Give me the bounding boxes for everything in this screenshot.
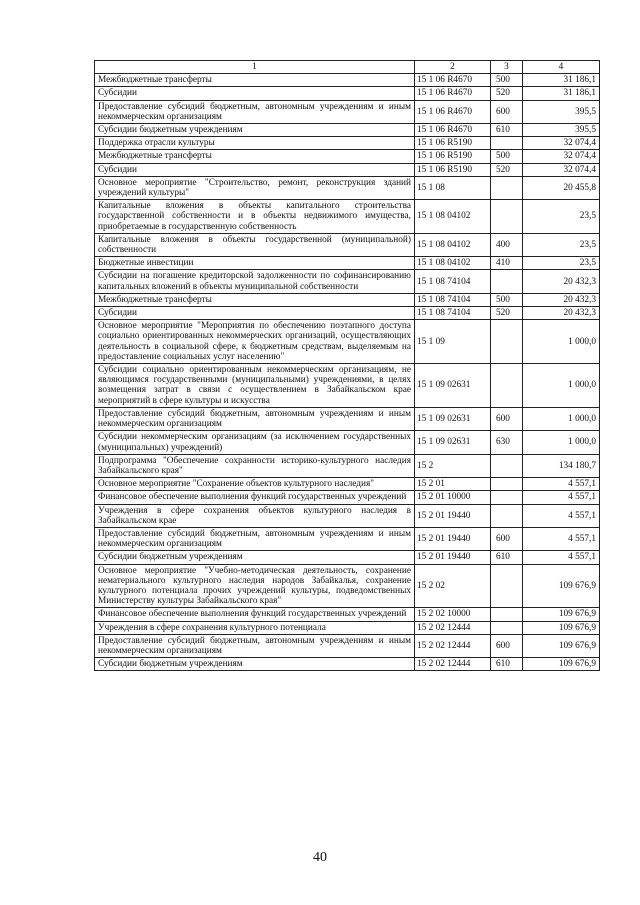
- row-target-code: 15 1 08: [415, 176, 491, 199]
- table-row: [95, 608, 600, 621]
- row-target-code: 15 2 02 12444: [415, 634, 491, 657]
- row-description: Учреждения в сфере сохранения объектов культурного наследия в Забайкальском крае: [95, 504, 415, 527]
- row-target-code: 15 1 06 R4670: [415, 74, 491, 87]
- row-target-code: 15 2: [415, 454, 491, 477]
- row-amount: 4 557,1: [523, 527, 600, 550]
- table-row: [95, 454, 600, 477]
- row-expense-type: [491, 200, 523, 234]
- row-amount: 109 676,9: [523, 621, 600, 634]
- row-target-code: 15 2 01 10000: [415, 491, 491, 504]
- row-target-code: 15 1 06 R4670: [415, 124, 491, 137]
- row-target-code: 15 2 01 19440: [415, 527, 491, 550]
- row-amount: 20 455,8: [523, 176, 600, 199]
- row-description: Предоставление субсидий бюджетным, автономным учреждениям и иным некоммерческим организациям: [95, 407, 415, 430]
- row-expense-type: 600: [491, 527, 523, 550]
- row-target-code: 15 1 06 R4670: [415, 100, 491, 123]
- row-description: Капитальные вложения в объекты капитального строительства государственной собственности и в объекты недвижимого имущества, приобретаемые в государственную собственность: [95, 200, 415, 234]
- row-amount: 1 000,0: [523, 364, 600, 408]
- row-amount: 4 557,1: [523, 504, 600, 527]
- row-target-code: 15 2 02: [415, 564, 491, 608]
- row-description: Субсидии: [95, 163, 415, 176]
- row-description: Капитальные вложения в объекты государственной (муниципальной) собственности: [95, 233, 415, 256]
- row-amount: 109 676,9: [523, 634, 600, 657]
- row-expense-type: [491, 621, 523, 634]
- row-expense-type: [491, 270, 523, 293]
- row-target-code: 15 1 08 74104: [415, 270, 491, 293]
- row-target-code: 15 1 09 02631: [415, 431, 491, 454]
- table-row: [95, 364, 600, 408]
- row-expense-type: [491, 504, 523, 527]
- row-amount: 32 074,4: [523, 137, 600, 150]
- row-target-code: 15 1 09: [415, 320, 491, 364]
- row-description: Субсидии на погашение кредиторской задолженности по софинансированию капитальных вложений в объекты муниципальной собственности: [95, 270, 415, 293]
- row-amount: 23,5: [523, 257, 600, 270]
- row-target-code: 15 2 01 19440: [415, 504, 491, 527]
- row-target-code: 15 1 08 74104: [415, 293, 491, 306]
- row-description: Бюджетные инвестиции: [95, 257, 415, 270]
- row-expense-type: 520: [491, 87, 523, 100]
- row-expense-type: [491, 491, 523, 504]
- row-amount: 1 000,0: [523, 431, 600, 454]
- row-expense-type: 630: [491, 431, 523, 454]
- row-amount: 31 186,1: [523, 74, 600, 87]
- row-expense-type: 500: [491, 150, 523, 163]
- row-description: Межбюджетные трансферты: [95, 74, 415, 87]
- row-target-code: 15 1 06 R5190: [415, 163, 491, 176]
- row-amount: 134 180,7: [523, 454, 600, 477]
- row-amount: 4 557,1: [523, 491, 600, 504]
- row-expense-type: 610: [491, 124, 523, 137]
- row-description: Субсидии бюджетным учреждениям: [95, 124, 415, 137]
- row-amount: 4 557,1: [523, 478, 600, 491]
- header-col-2: 2: [415, 61, 491, 74]
- table-row: [95, 504, 600, 527]
- row-description: Субсидии социально ориентированным некоммерческим организациям, не являющимся государственными (муниципальными) учреждениями, в целях возмещения затрат в связи с осуществлением в Забайкальском крае мероприятий в сфере культуры и искусства: [95, 364, 415, 408]
- row-target-code: 15 1 09 02631: [415, 407, 491, 430]
- row-amount: 23,5: [523, 200, 600, 234]
- row-expense-type: [491, 564, 523, 608]
- row-description: Основное мероприятие "Сохранение объектов культурного наследия": [95, 478, 415, 491]
- row-expense-type: 610: [491, 658, 523, 671]
- row-description: Межбюджетные трансферты: [95, 293, 415, 306]
- row-description: Финансовое обеспечение выполнения функций государственных учреждений: [95, 491, 415, 504]
- table-row: [95, 634, 600, 657]
- row-description: Учреждения в сфере сохранения культурного потенциала: [95, 621, 415, 634]
- row-target-code: 15 1 08 04102: [415, 257, 491, 270]
- row-target-code: 15 1 08 04102: [415, 200, 491, 234]
- row-amount: 23,5: [523, 233, 600, 256]
- row-expense-type: [491, 176, 523, 199]
- table-row: [95, 658, 600, 671]
- row-amount: 395,5: [523, 100, 600, 123]
- table-row: [95, 233, 600, 256]
- table-row: [95, 320, 600, 364]
- row-description: Субсидии бюджетным учреждениям: [95, 658, 415, 671]
- table-row: [95, 100, 600, 123]
- row-expense-type: [491, 320, 523, 364]
- row-expense-type: 600: [491, 100, 523, 123]
- table-row: [95, 564, 600, 608]
- header-col-4: 4: [523, 61, 600, 74]
- table-row: [95, 200, 600, 234]
- row-expense-type: 410: [491, 257, 523, 270]
- row-expense-type: 600: [491, 407, 523, 430]
- table-row: [95, 527, 600, 550]
- row-expense-type: 520: [491, 307, 523, 320]
- row-amount: 20 432,3: [523, 307, 600, 320]
- row-description: Основное мероприятие "Учебно-методическая деятельность, сохранение нематериального культурного наследия народов Забайкалья, сохранение культурного потенциала прочих учреждений культуры, подведомственных Министерству культуры Забайкальского края": [95, 564, 415, 608]
- row-target-code: 15 1 06 R5190: [415, 150, 491, 163]
- table-row: [95, 621, 600, 634]
- row-amount: 1 000,0: [523, 407, 600, 430]
- row-expense-type: 400: [491, 233, 523, 256]
- table-row: [95, 307, 600, 320]
- header-col-3: 3: [491, 61, 523, 74]
- table-row: [95, 257, 600, 270]
- row-expense-type: 500: [491, 74, 523, 87]
- header-col-1: 1: [95, 61, 415, 74]
- table-header-row: [95, 61, 600, 74]
- budget-table-body: [95, 61, 600, 671]
- table-row: [95, 124, 600, 137]
- row-amount: 109 676,9: [523, 658, 600, 671]
- row-target-code: 15 2 02 12444: [415, 658, 491, 671]
- row-target-code: 15 1 08 74104: [415, 307, 491, 320]
- table-row: [95, 176, 600, 199]
- row-expense-type: [491, 137, 523, 150]
- row-amount: 32 074,4: [523, 150, 600, 163]
- row-amount: 395,5: [523, 124, 600, 137]
- table-row: [95, 407, 600, 430]
- row-target-code: 15 1 09 02631: [415, 364, 491, 408]
- budget-table: [94, 60, 600, 671]
- row-target-code: 15 1 06 R5190: [415, 137, 491, 150]
- row-description: Основное мероприятие "Мероприятия по обеспечению поэтапного доступа социально ориентированных некоммерческих организаций, осуществляющих деятельность в социальной сфере, к бюджетным средствам, выделяемым на предоставление социальных услуг населению": [95, 320, 415, 364]
- row-description: Межбюджетные трансферты: [95, 150, 415, 163]
- row-description: Субсидии некоммерческим организациям (за исключением государственных (муниципальных) учреждений): [95, 431, 415, 454]
- row-expense-type: [491, 478, 523, 491]
- row-description: Предоставление субсидий бюджетным, автономным учреждениям и иным некоммерческим организациям: [95, 100, 415, 123]
- row-expense-type: [491, 608, 523, 621]
- row-amount: 32 074,4: [523, 163, 600, 176]
- table-row: [95, 87, 600, 100]
- row-target-code: 15 2 02 10000: [415, 608, 491, 621]
- row-amount: 109 676,9: [523, 608, 600, 621]
- table-row: [95, 551, 600, 564]
- row-description: Предоставление субсидий бюджетным, автономным учреждениям и иным некоммерческим организациям: [95, 634, 415, 657]
- row-description: Субсидии: [95, 87, 415, 100]
- row-expense-type: 610: [491, 551, 523, 564]
- table-row: [95, 478, 600, 491]
- table-row: [95, 431, 600, 454]
- row-target-code: 15 1 06 R4670: [415, 87, 491, 100]
- row-amount: 1 000,0: [523, 320, 600, 364]
- row-description: Предоставление субсидий бюджетным, автономным учреждениям и иным некоммерческим организациям: [95, 527, 415, 550]
- row-amount: 109 676,9: [523, 564, 600, 608]
- page-number: 40: [313, 850, 327, 865]
- row-description: Субсидии бюджетным учреждениям: [95, 551, 415, 564]
- row-target-code: 15 2 02 12444: [415, 621, 491, 634]
- row-expense-type: 520: [491, 163, 523, 176]
- row-description: Подпрограмма "Обеспечение сохранности историко-культурного наследия Забайкальского края": [95, 454, 415, 477]
- table-row: [95, 150, 600, 163]
- row-amount: 20 432,3: [523, 293, 600, 306]
- table-row: [95, 163, 600, 176]
- row-target-code: 15 2 01 19440: [415, 551, 491, 564]
- table-row: [95, 74, 600, 87]
- table-row: [95, 491, 600, 504]
- row-amount: 4 557,1: [523, 551, 600, 564]
- row-amount: 20 432,3: [523, 270, 600, 293]
- row-target-code: 15 2 01: [415, 478, 491, 491]
- row-description: Поддержка отрасли культуры: [95, 137, 415, 150]
- row-target-code: 15 1 08 04102: [415, 233, 491, 256]
- table-row: [95, 137, 600, 150]
- table-row: [95, 293, 600, 306]
- row-amount: 31 186,1: [523, 87, 600, 100]
- row-expense-type: [491, 364, 523, 408]
- row-expense-type: 500: [491, 293, 523, 306]
- row-description: Основное мероприятие "Строительство, ремонт, реконструкция зданий учреждений культуры": [95, 176, 415, 199]
- row-description: Субсидии: [95, 307, 415, 320]
- row-expense-type: [491, 454, 523, 477]
- row-description: Финансовое обеспечение выполнения функций государственных учреждений: [95, 608, 415, 621]
- table-row: [95, 270, 600, 293]
- row-expense-type: 600: [491, 634, 523, 657]
